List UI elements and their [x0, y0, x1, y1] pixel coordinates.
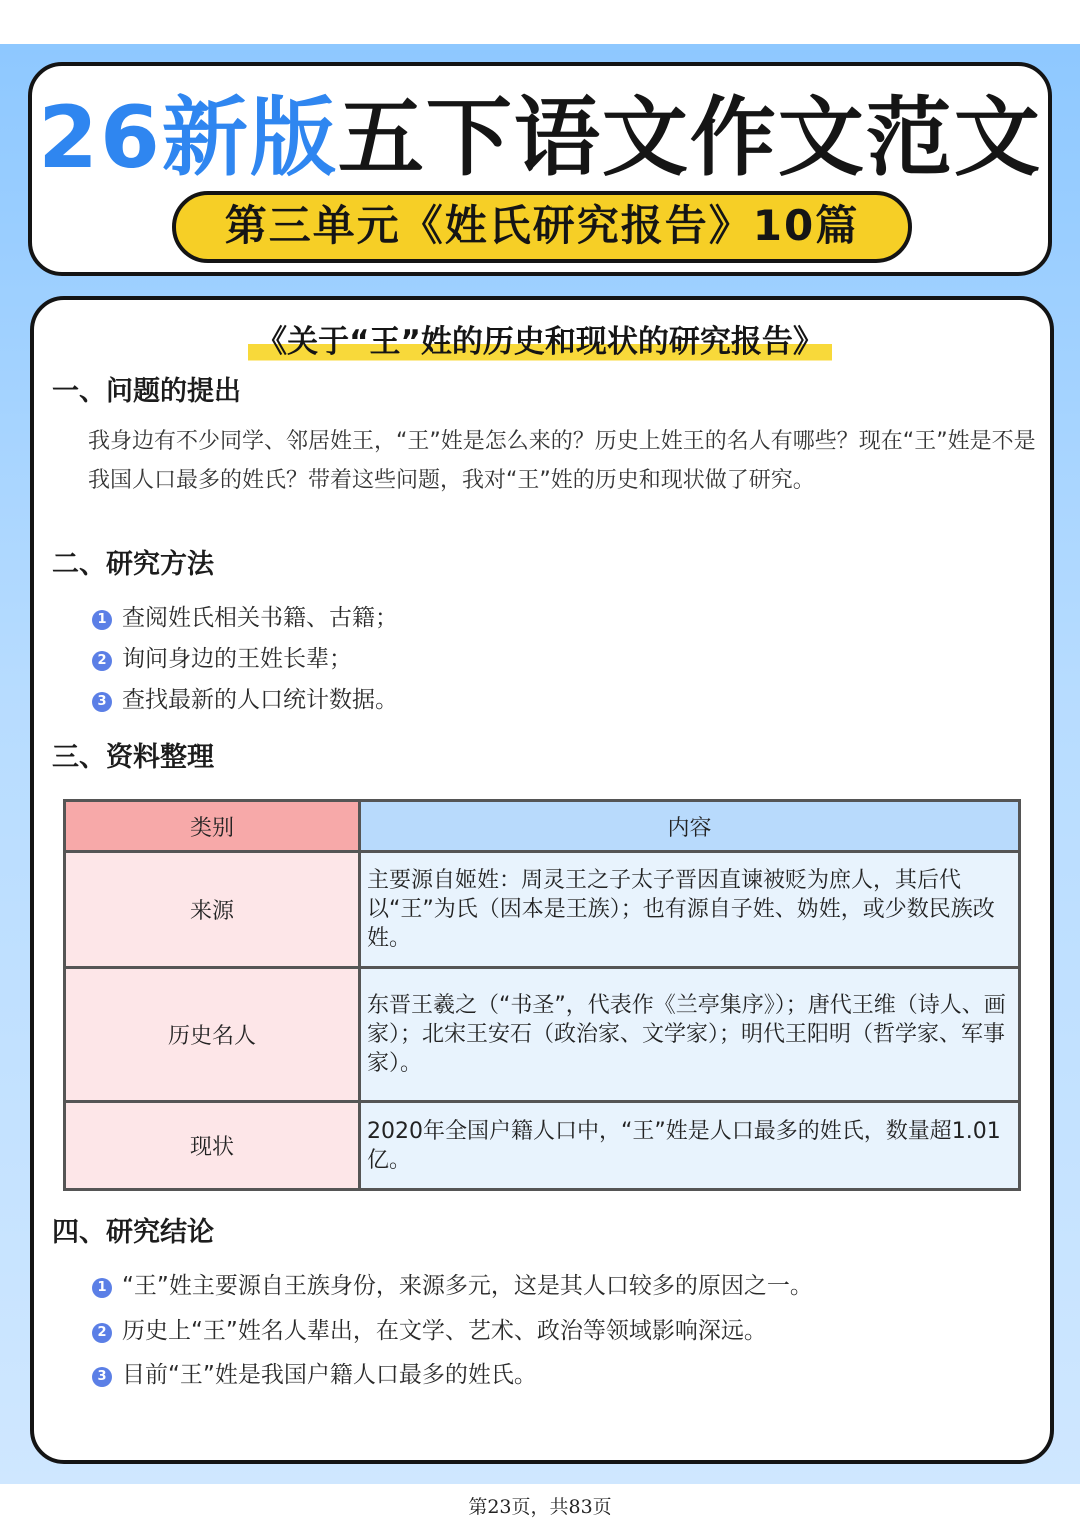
table-cell-category: 历史名人 — [65, 968, 360, 1102]
method-item — [92, 643, 352, 675]
table-row — [65, 1102, 1020, 1190]
report-title-wrap — [0, 320, 1080, 364]
section-heading-conclusion: 四、研究结论 — [52, 1217, 214, 1248]
method-item — [92, 602, 398, 634]
section-heading-data: 三、资料整理 — [52, 742, 214, 773]
table-cell-category: 现状 — [65, 1102, 360, 1190]
method-item-text: 询问身边的王姓长辈； — [122, 646, 352, 672]
number-badge-icon: 2 — [92, 651, 112, 671]
section-heading-method: 二、研究方法 — [52, 549, 214, 580]
conclusion-item-text: 目前“王”姓是我国户籍人口最多的姓氏。 — [122, 1362, 537, 1388]
number-badge-icon: 3 — [92, 692, 112, 712]
main-title-highlight: 26新版 — [38, 88, 338, 188]
data-table — [63, 799, 1021, 1191]
report-title: 《关于“王”姓的历史和现状的研究报告》 — [248, 320, 832, 364]
table-row — [65, 968, 1020, 1102]
page-number-footer: 第23页，共83页 — [468, 1496, 612, 1518]
table-header-content: 内容 — [360, 801, 1020, 852]
table-cell-content: 2020年全国户籍人口中，“王”姓是人口最多的姓氏，数量超1.01亿。 — [360, 1102, 1020, 1190]
conclusion-item — [92, 1270, 813, 1302]
subtitle-pill: 第三单元《姓氏研究报告》10篇 — [172, 191, 912, 263]
main-title — [0, 88, 1080, 188]
conclusion-item-text: 历史上“王”姓名人辈出，在文学、艺术、政治等领域影响深远。 — [122, 1318, 767, 1344]
main-title-text: 五下语文作文范文 — [337, 88, 1042, 188]
conclusion-item-text: “王”姓主要源自王族身份，来源多元，这是其人口较多的原因之一。 — [122, 1273, 813, 1299]
number-badge-icon: 1 — [92, 1278, 112, 1298]
problem-paragraph: 我身边有不少同学、邻居姓王，“王”姓是怎么来的？历史上姓王的名人有哪些？现在“王”姓是不是我国人口最多的姓氏？带着这些问题，我对“王”姓的历史和现状做了研究。 — [88, 429, 1036, 493]
table-row — [65, 852, 1020, 968]
table-cell-content: 主要源自姬姓：周灵王之子太子晋因直谏被贬为庶人，其后代以“王”为氏（因本是王族）；也有源自子姓、妫姓，或少数民族改姓。 — [360, 852, 1020, 968]
table-header-row — [65, 801, 1020, 852]
section-heading-problem: 一、问题的提出 — [52, 376, 241, 407]
conclusion-item — [92, 1315, 767, 1347]
method-item — [92, 684, 398, 716]
method-item-text: 查阅姓氏相关书籍、古籍； — [122, 605, 398, 631]
method-item-text: 查找最新的人口统计数据。 — [122, 687, 398, 713]
number-badge-icon: 3 — [92, 1367, 112, 1387]
table-cell-content: 东晋王羲之（“书圣”，代表作《兰亭集序》）；唐代王维（诗人、画家）；北宋王安石（政治家、文学家）；明代王阳明（哲学家、军事家）。 — [360, 968, 1020, 1102]
conclusion-item — [92, 1359, 537, 1391]
table-cell-category: 来源 — [65, 852, 360, 968]
number-badge-icon: 1 — [92, 610, 112, 630]
number-badge-icon: 2 — [92, 1323, 112, 1343]
table-header-category: 类别 — [65, 801, 360, 852]
